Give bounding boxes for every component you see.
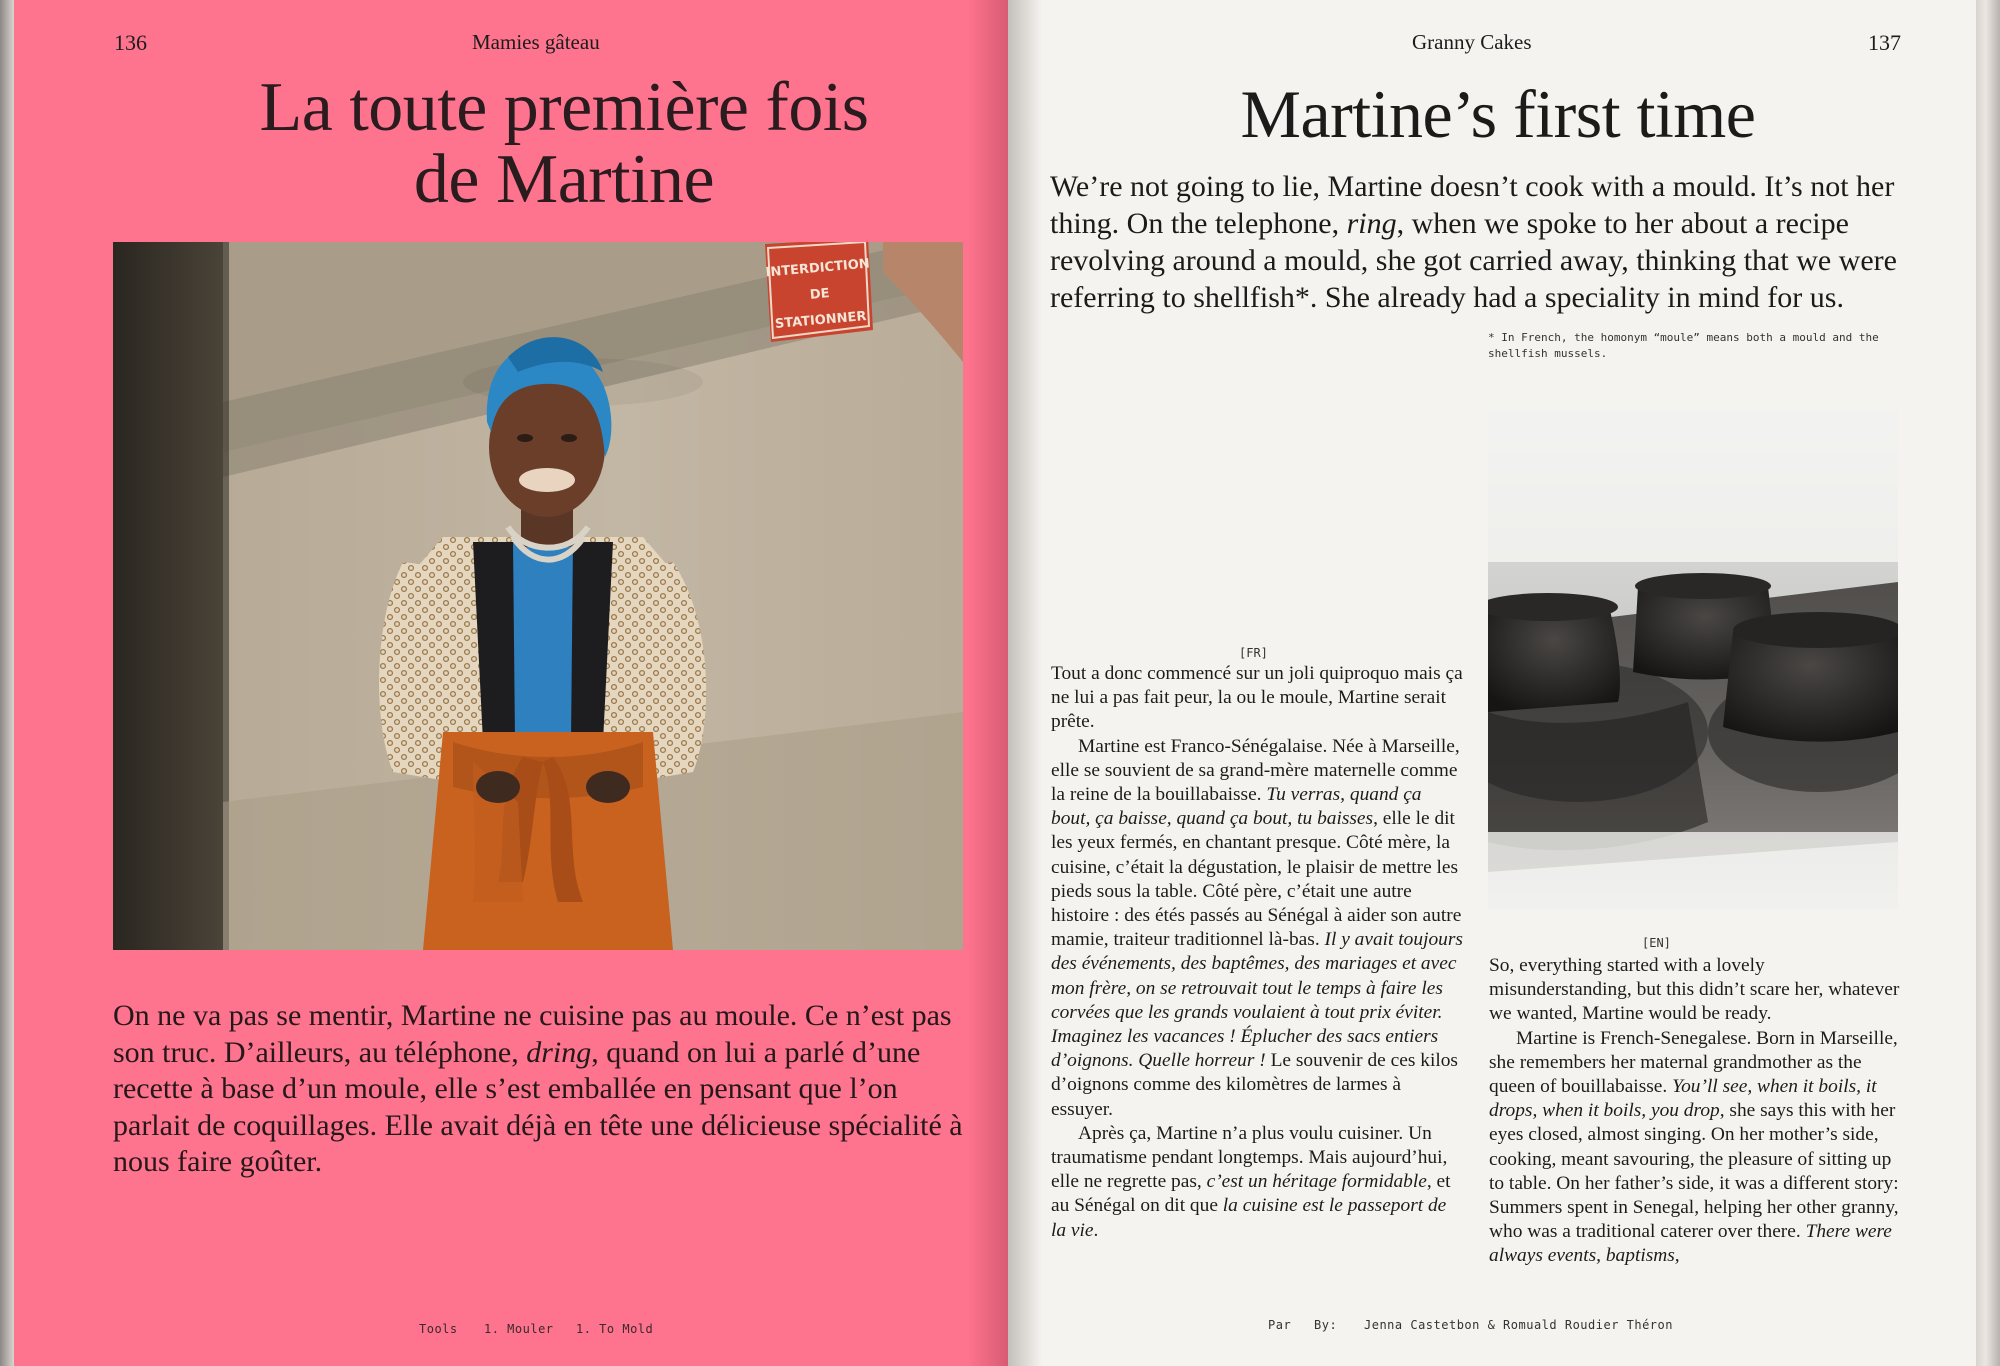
mould-photo (1488, 402, 1898, 910)
lead-paragraph-fr (113, 998, 973, 1181)
lead-en-part2: , when we spoke to her about a recipe revolving around a mould, she got carried away, thinking that we were referring to shellfish*. She already had a speciality in mind for us. (1050, 207, 1897, 314)
page-number-left: 136 (114, 30, 147, 55)
left-page (14, 0, 1008, 1366)
fr-language-tag: [FR] (1239, 646, 1268, 660)
fr-paragraph-3: Après ça, Martine n’a plus voulu cuisiner. Un traumatisme pendant longtemps. Mais aujourd’hui, elle ne regrette pas, c’est un héritage formidable, et au Sénégal on dit que la cuisine est le passeport de la vie. (1051, 1122, 1451, 1241)
en-paragraph-1: So, everything started with a lovely misunderstanding, but this didn’t scare her, whatever we wanted, Martine would be ready. (1489, 955, 1900, 1025)
en-language-tag: [EN] (1642, 936, 1671, 950)
running-head-right: Granny Cakes (1412, 30, 1532, 54)
byline-label-en: By: (1314, 1318, 1338, 1332)
article-title-en: Martine’s first time (1240, 76, 1756, 152)
lead-fr-part1: On ne va pas se mentir, Martine ne cuisine pas au moule. Ce n’est pas son truc. D’ailleurs, au téléphone, (113, 999, 952, 1069)
sign-line-3: STATIONNER (774, 309, 868, 332)
no-parking-sign (765, 242, 873, 342)
footer-section: Tools (419, 1322, 458, 1336)
byline-label-fr: Par (1268, 1318, 1292, 1332)
byline-authors: Jenna Castetbon & Romuald Roudier Théron (1364, 1318, 1673, 1332)
lead-en-italic: ring (1346, 207, 1397, 240)
footer-item-fr: 1. Mouler (484, 1322, 554, 1336)
sign-line-1: INTERDICTION (765, 256, 871, 281)
fr-paragraph-2: Martine est Franco-Sénégalaise. Née à Marseille, elle se souvient de sa grand-mère maternelle comme la reine de la bouillabaisse. Tu verras, quand ça bout, ça baisse, quand ça bout, tu baisses, elle le dit les yeux fermés, en chantant presque. Côté mère, la cuisine, c’était la dégustation, le plaisir de mettre les pieds sous la table. Côté père, c’était une autre histoire : des étés passés au Sénégal à aider son autre mamie, traiteur traditionnel là-bas. Il y avait toujours des événements, des baptêmes, des mariages et avec mon frère, on se retrouvait tout le temps à faire les corvées que les grands voulaient à tout prix éviter. Imaginez les vacances ! Éplucher des sacs entiers d’oignons. Quelle horreur ! Le souvenir de ces kilos d’oignons comme des kilomètres de larmes à essuyer. (1051, 735, 1463, 1120)
fr-paragraph-1: Tout a donc commencé sur un joli quiproquo mais ça ne lui a pas fait peur, la ou le moule, Martine serait prête. (1051, 663, 1463, 733)
footer-item-en: 1. To Mold (576, 1322, 654, 1336)
lead-paragraph-en (1050, 168, 1900, 316)
lead-fr-italic: dring (526, 1035, 592, 1069)
footnote: * In French, the homonym “moule” means both a mould and the shellfish mussels. (1488, 331, 1879, 360)
en-text-column (1489, 954, 1901, 1269)
en-paragraph-2: Martine is French-Senegalese. Born in Marseille, she remembers her maternal grandmother as the queen of bouillabaisse. You’ll see, when it boils, it drops, when it boils, you drop, she says this with her eyes closed, almost singing. On her mother’s side, cooking, meant savouring, the pleasure of sitting up to table. On her father’s side, it was a different story: Summers spent in Senegal, helping her other granny, who was a traditional caterer over there. There were always events, baptisms, (1489, 1027, 1899, 1267)
sign-line-2: DE (809, 286, 831, 303)
fr-text-column (1051, 662, 1463, 1243)
lead-en-part1: We’re not going to lie, Martine doesn’t cook with a mould. It’s not her thing. On the telephone, (1050, 170, 1895, 240)
title-fr-line1: La toute première fois (259, 69, 869, 146)
book-edge-right (1976, 0, 2000, 1366)
book-edge-left (0, 0, 14, 1366)
portrait-photo (113, 242, 963, 950)
running-head-left: Mamies gâteau (472, 30, 600, 54)
article-title-fr (134, 69, 994, 218)
title-fr-line2: de Martine (413, 141, 715, 218)
lead-fr-part2: , quand on lui a parlé d’une recette à base d’un moule, elle s’est emballée en pensant que l’on parlait de coquillages. Elle avait déjà en tête une délicieuse spécialité à nous faire goûter. (113, 1035, 963, 1178)
page-number-right: 137 (1868, 30, 1901, 55)
